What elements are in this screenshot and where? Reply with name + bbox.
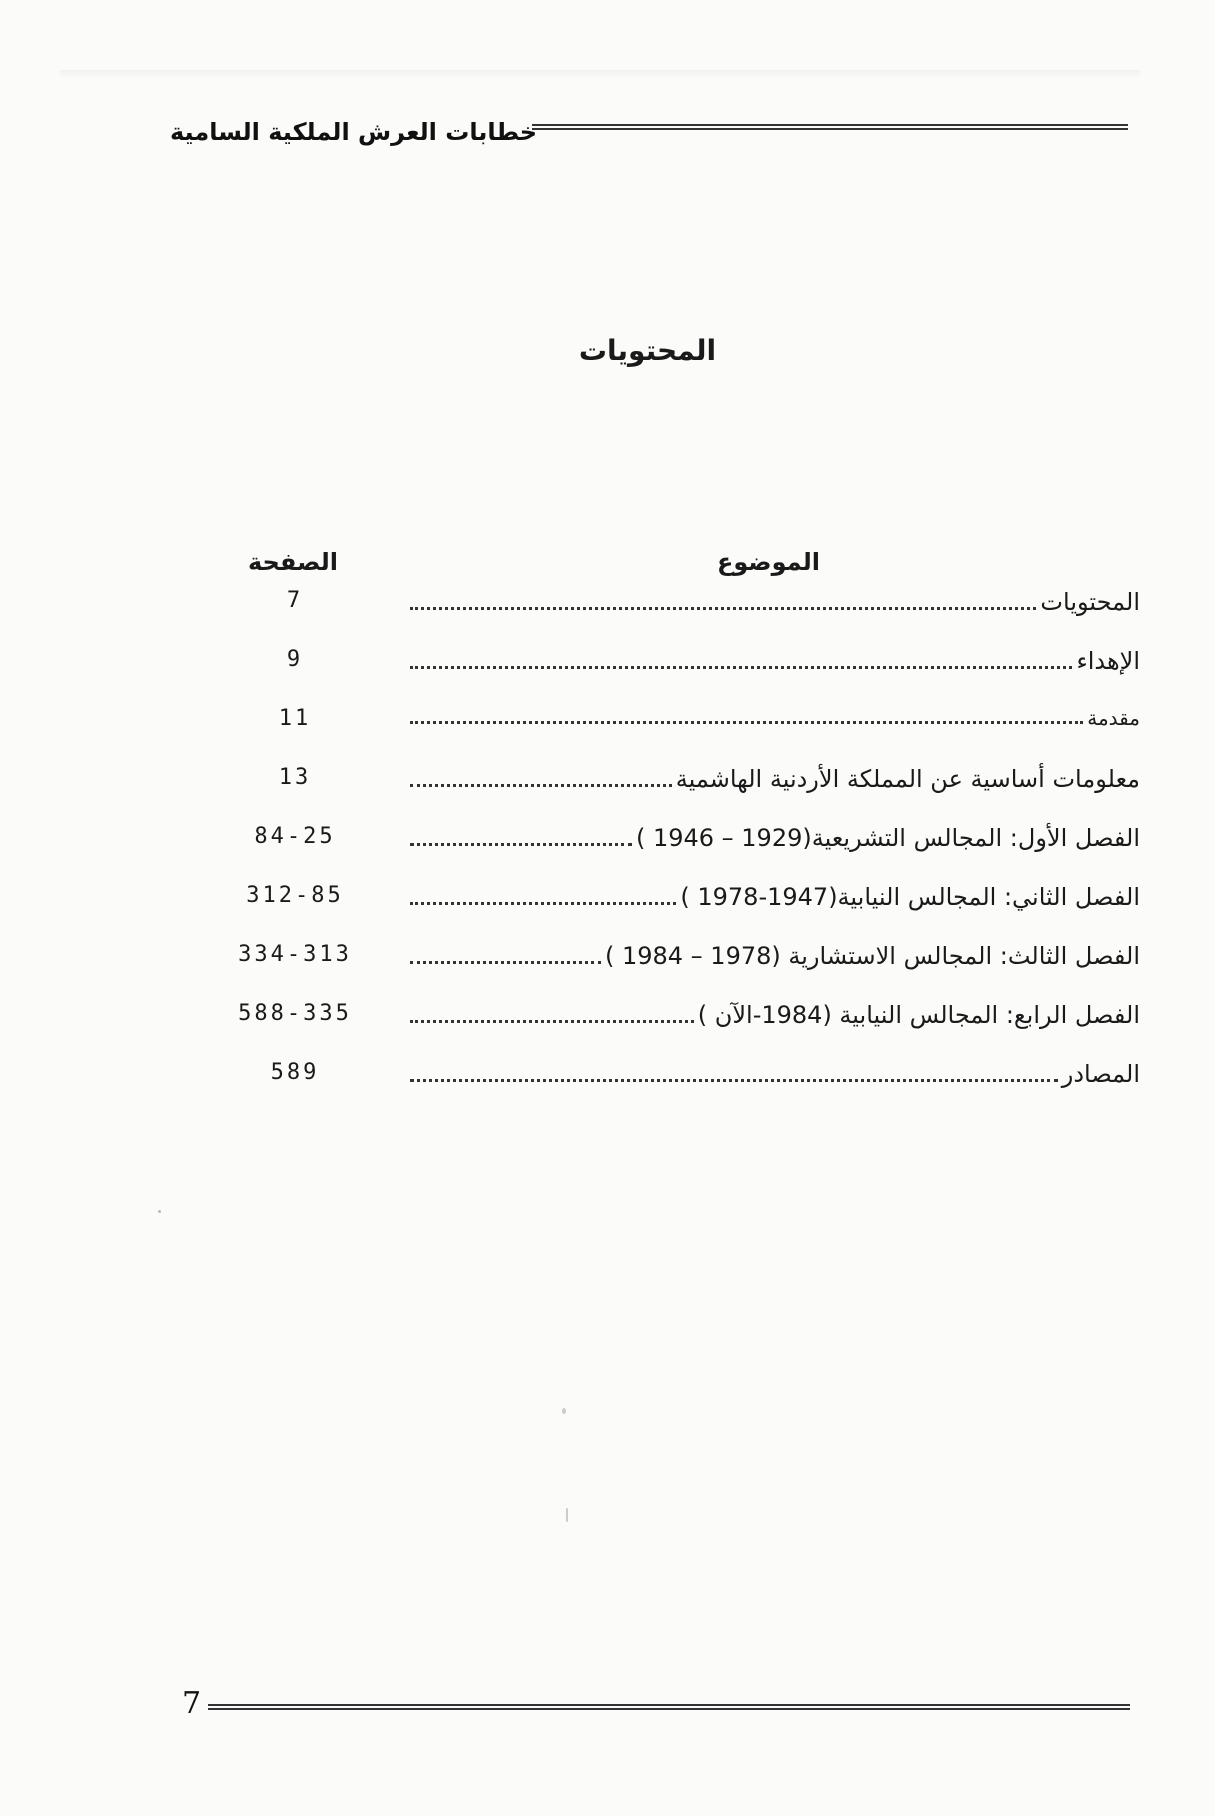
scan-speck [566, 1508, 568, 1522]
dot-leader [410, 843, 632, 846]
toc-entry [410, 942, 1140, 970]
toc-row [220, 765, 1140, 824]
running-header-title: خطابات العرش الملكية السامية [170, 118, 538, 146]
scan-speck [562, 1408, 566, 1414]
footer-double-rule [208, 1704, 1130, 1710]
toc-entry [410, 588, 1140, 616]
toc-entry-label: مقدمة [1087, 706, 1140, 730]
toc-entry-label: المحتويات [1040, 588, 1140, 616]
topic-column-header: الموضوع [716, 548, 820, 576]
toc-entry-label: الإهداء [1076, 647, 1140, 675]
running-header [170, 112, 537, 152]
toc-entry-page: 7 [286, 588, 304, 613]
table-of-contents [220, 548, 1140, 1119]
toc-entry-page: 13 [278, 765, 312, 790]
toc-entry-page: 588-335 [238, 1001, 352, 1026]
toc-entry-label: المصادر [1061, 1060, 1140, 1088]
toc-row [220, 647, 1140, 706]
toc-entry-label: الفصل الرابع: المجالس النيابية (1984-الآن ) [697, 1001, 1140, 1029]
toc-entry [410, 765, 1140, 793]
header-double-rule [532, 124, 1128, 130]
toc-row [220, 1001, 1140, 1060]
page-number: 7 [182, 1686, 202, 1721]
scan-speck [158, 1210, 161, 1213]
page-column-header: الصفحة [248, 548, 339, 576]
toc-entry [410, 1001, 1140, 1029]
toc-row [220, 1060, 1140, 1119]
toc-entry [410, 706, 1140, 730]
toc-row [220, 883, 1140, 942]
dot-leader [410, 784, 672, 787]
toc-entry-page: 312-85 [246, 883, 344, 908]
dot-leader [410, 721, 1083, 724]
toc-entry-label: الفصل الثاني: المجالس النيابية(1947-1978 ) [680, 883, 1140, 911]
toc-entry-label: الفصل الأول: المجالس التشريعية(1929 – 1946 ) [635, 824, 1140, 852]
page-top-edge [60, 70, 1140, 78]
toc-entry-page: 589 [270, 1060, 320, 1085]
toc-row [220, 588, 1140, 647]
dot-leader [410, 1020, 694, 1023]
toc-entry-page: 9 [286, 647, 304, 672]
toc-entry [410, 1060, 1140, 1088]
toc-entry-page: 334-313 [238, 942, 352, 967]
toc-row [220, 824, 1140, 883]
toc-entry [410, 883, 1140, 911]
toc-entry-page: 11 [278, 706, 312, 731]
dot-leader [410, 607, 1036, 610]
toc-header-row [220, 548, 1140, 588]
dot-leader [410, 902, 676, 905]
dot-leader [410, 961, 601, 964]
toc-entry-label: الفصل الثالث: المجالس الاستشارية (1978 – 1984 ) [604, 942, 1140, 970]
dot-leader [410, 1079, 1058, 1082]
toc-entry [410, 824, 1140, 852]
page-title: المحتويات [578, 334, 717, 367]
toc-row [220, 706, 1140, 765]
toc-row [220, 942, 1140, 1001]
toc-entry-label: معلومات أساسية عن المملكة الأردنية الهاشمية [675, 765, 1140, 793]
toc-entry [410, 647, 1140, 675]
toc-entry-page: 84-25 [254, 824, 336, 849]
dot-leader [410, 666, 1072, 669]
